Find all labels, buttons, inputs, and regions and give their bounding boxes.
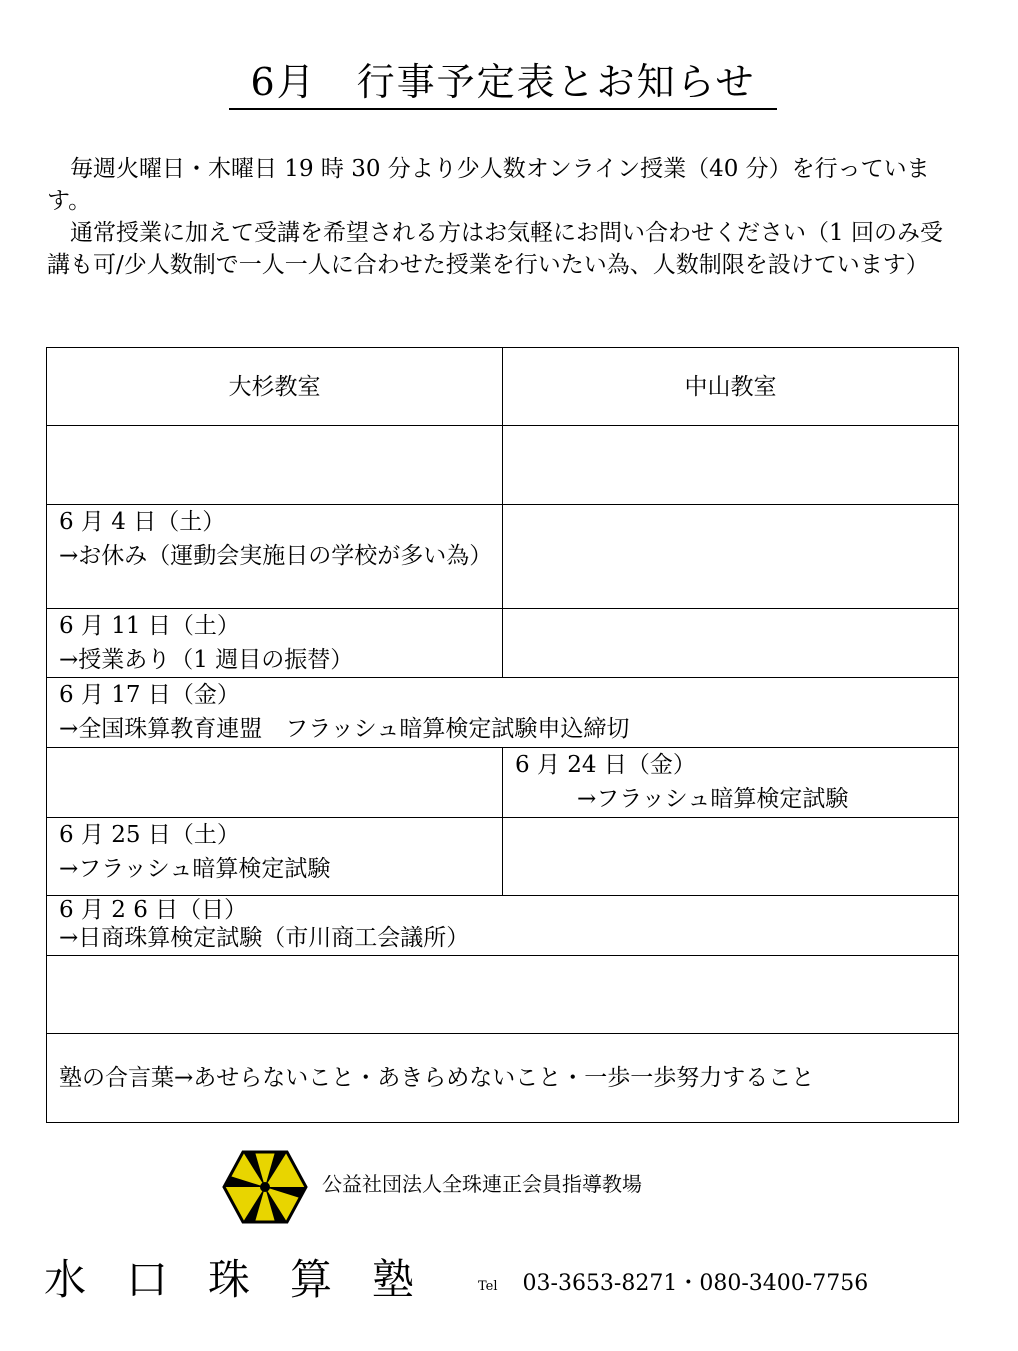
- table-row: [47, 505, 959, 609]
- table-cell: [503, 426, 959, 505]
- table-row: [47, 609, 959, 678]
- table-row: [47, 748, 959, 818]
- intro-text: [47, 153, 959, 281]
- schedule-table: [46, 347, 959, 1123]
- event-description: →フラッシュ暗算検定試験: [577, 786, 849, 812]
- event-june-26: [47, 896, 959, 956]
- organization-name: 公益社団法人全珠連正会員指導教場: [322, 1172, 642, 1196]
- intro-paragraph-online-classes: 毎週火曜日・木曜日 19 時 30 分より少人数オンライン授業（40 分）を行っています。: [47, 156, 930, 214]
- event-description: →日商珠算検定試験（市川商工会議所）: [59, 925, 470, 951]
- header-osugi-classroom: 大杉教室: [47, 348, 503, 426]
- motto: 塾の合言葉→あせらないこと・あきらめないこと・一歩一歩努力すること: [47, 1034, 959, 1123]
- phone-numbers: 03-3653-8271・080-3400-7756: [522, 1271, 869, 1296]
- hexagon-abacus-bead-logo-icon: [222, 1150, 308, 1224]
- page-title: 6月 行事予定表とお知らせ: [229, 60, 777, 110]
- event-june-11: [47, 609, 503, 678]
- table-cell: [47, 426, 503, 505]
- event-june-25: [47, 818, 503, 896]
- table-row: [47, 896, 959, 956]
- event-date: 6 月 25 日（土）: [59, 822, 240, 848]
- event-description: →フラッシュ暗算検定試験: [59, 856, 331, 882]
- event-june-24: [503, 748, 959, 818]
- footer-organization: [222, 1150, 702, 1224]
- event-date: 6 月 2 6 日（日）: [59, 897, 248, 923]
- table-row-empty: [47, 426, 959, 505]
- event-description: →お休み（運動会実施日の学校が多い為）: [59, 543, 493, 569]
- table-row: [47, 678, 959, 748]
- event-date: 6 月 4 日（土）: [59, 509, 226, 535]
- contact-phone: [478, 1268, 868, 1303]
- table-header-row: [47, 348, 959, 426]
- school-name: 水口珠算塾: [44, 1255, 455, 1304]
- event-june-4: [47, 505, 503, 609]
- event-description: →全国珠算教育連盟 フラッシュ暗算検定試験申込締切: [59, 716, 630, 742]
- event-june-17: [47, 678, 959, 748]
- intro-paragraph-extra-classes: 通常授業に加えて受講を希望される方はお気軽にお問い合わせください（1 回のみ受講も可/少人数制で一人一人に合わせた授業を行いたい為、人数制限を設けています）: [47, 220, 943, 278]
- event-date: 6 月 17 日（金）: [59, 682, 240, 708]
- header-nakayama-classroom: 中山教室: [503, 348, 959, 426]
- table-row-motto: [47, 1034, 959, 1123]
- event-date: 6 月 11 日（土）: [59, 613, 240, 639]
- table-row: [47, 818, 959, 896]
- table-cell: [503, 818, 959, 896]
- table-cell: [47, 748, 503, 818]
- table-cell: [503, 609, 959, 678]
- table-row-empty: [47, 956, 959, 1034]
- event-description: →授業あり（1 週目の振替）: [59, 647, 354, 673]
- table-cell: [503, 505, 959, 609]
- table-cell: [47, 956, 959, 1034]
- event-date: 6 月 24 日（金）: [515, 752, 696, 778]
- tel-label: Tel: [478, 1279, 498, 1294]
